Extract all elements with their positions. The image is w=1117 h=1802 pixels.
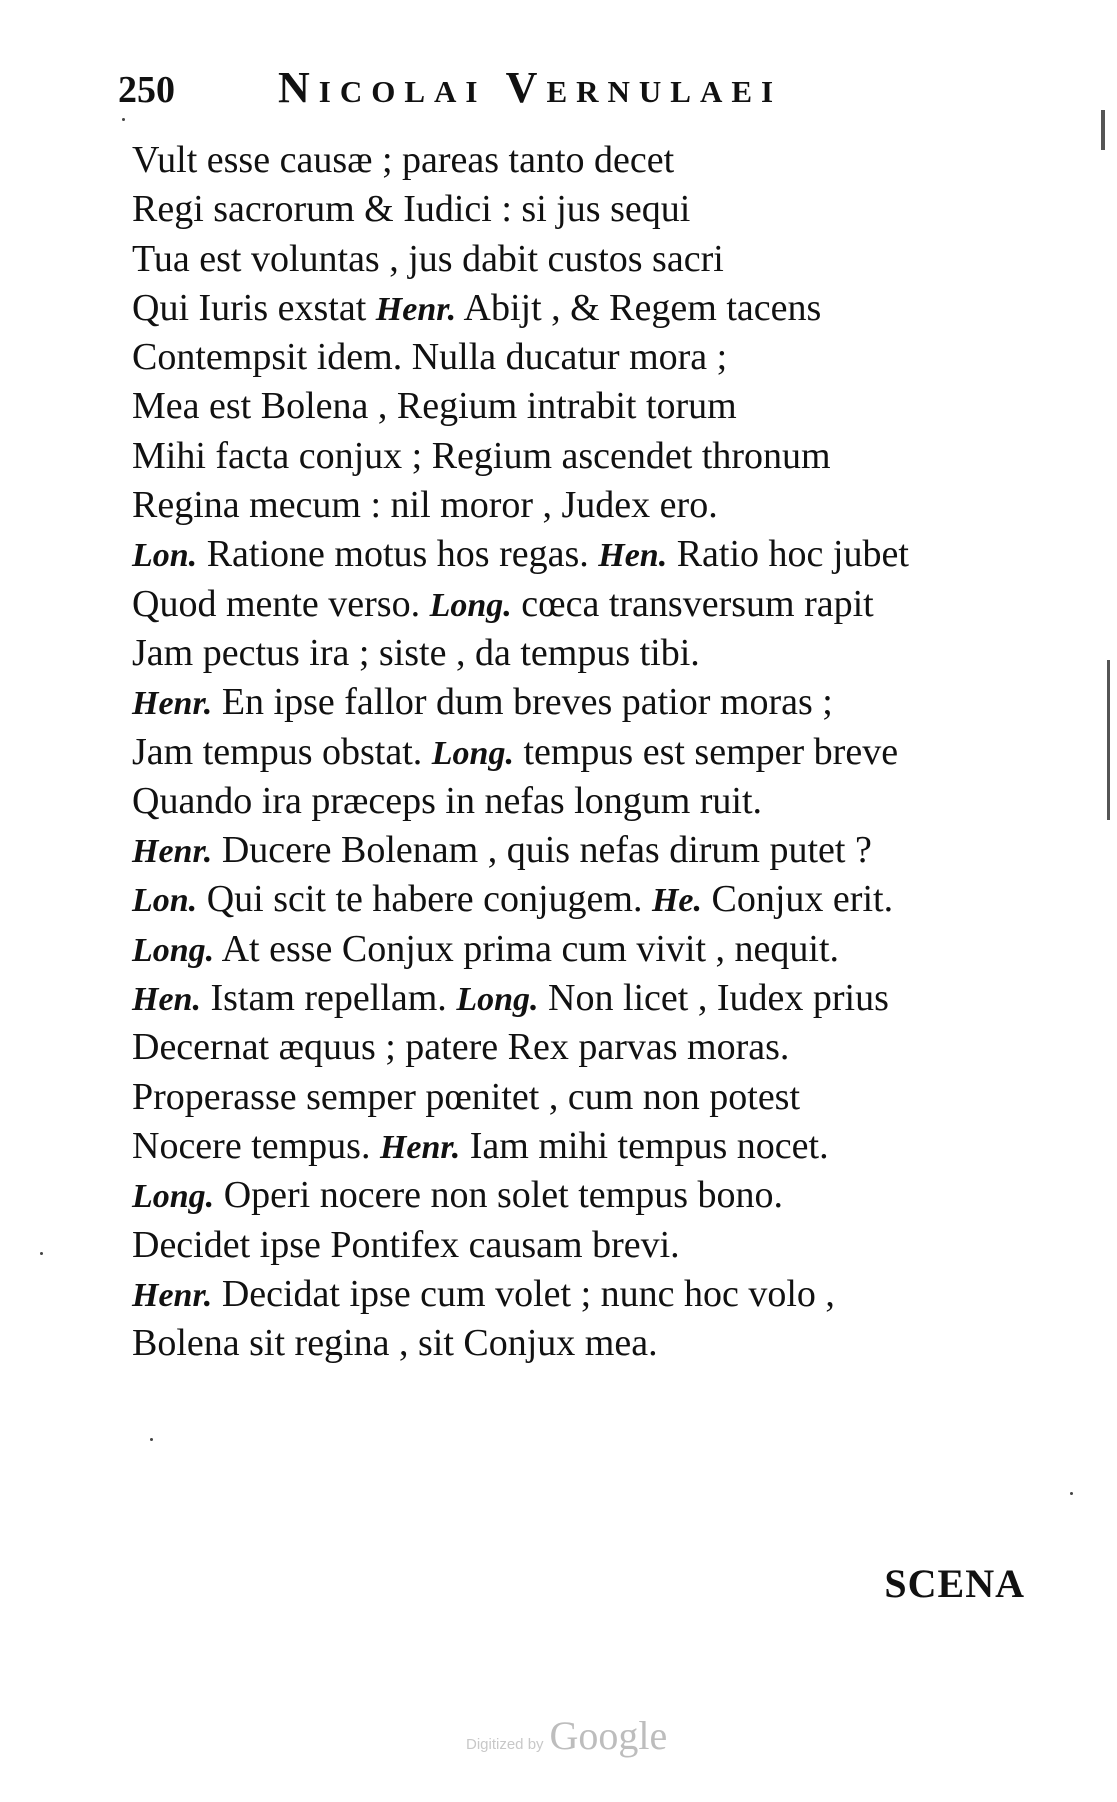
speaker-label: Lon. bbox=[132, 537, 198, 575]
line-text: Ratio hoc jubet bbox=[667, 533, 909, 576]
verse-line bbox=[132, 580, 1062, 629]
line-text: Decidat ipse cum volet ; nunc hoc volo , bbox=[212, 1272, 835, 1315]
line-text: Operi nocere non solet tempus bono. bbox=[214, 1174, 783, 1217]
ink-speck bbox=[122, 118, 125, 121]
speaker-label: Henr. bbox=[375, 290, 457, 328]
page-edge-mark bbox=[1101, 110, 1105, 150]
verse-line bbox=[132, 136, 1062, 185]
line-text: Quod mente verso. bbox=[132, 582, 430, 625]
verse-line bbox=[132, 481, 1062, 530]
line-text: En ipse fallor dum breves patior moras ; bbox=[212, 681, 833, 724]
verse-line bbox=[132, 1270, 1062, 1319]
verse-line bbox=[132, 629, 1062, 678]
verse-line bbox=[132, 1122, 1062, 1171]
line-text: Decidet ipse Pontifex causam brevi. bbox=[132, 1223, 680, 1266]
line-text: Conjux erit. bbox=[702, 878, 894, 921]
page-edge-mark bbox=[1107, 660, 1110, 820]
digitized-watermark bbox=[466, 1712, 726, 1762]
speaker-label: Hen. bbox=[598, 537, 668, 575]
speaker-label: Long. bbox=[132, 931, 215, 969]
google-logo: Google bbox=[549, 1713, 668, 1758]
speaker-label: Henr. bbox=[132, 1276, 213, 1314]
line-text: Nocere tempus. bbox=[132, 1124, 380, 1167]
verse-line bbox=[132, 235, 1062, 284]
verse-line bbox=[132, 1073, 1062, 1122]
line-text: Abijt , & Regem tacens bbox=[456, 286, 822, 329]
line-text: Bolena sit regina , sit Conjux mea. bbox=[132, 1322, 658, 1365]
verse-line bbox=[132, 432, 1062, 481]
verse-line bbox=[132, 530, 1062, 579]
running-head: Nicolai Vernulaei bbox=[278, 63, 783, 112]
line-text: Ducere Bolenam , quis nefas dirum putet ? bbox=[212, 829, 872, 872]
speaker-label: Long. bbox=[132, 1178, 215, 1216]
speaker-label: Henr. bbox=[379, 1128, 461, 1166]
verse-line bbox=[132, 974, 1062, 1023]
verse-line bbox=[132, 1023, 1062, 1072]
line-text: At esse Conjux prima cum vivit , nequit. bbox=[214, 927, 840, 970]
line-text: Mea est Bolena , Regium intrabit torum bbox=[132, 385, 737, 428]
line-text: Quando ira præceps in nefas longum ruit. bbox=[132, 779, 763, 822]
ink-speck bbox=[150, 1438, 153, 1441]
speaker-label: Henr. bbox=[132, 685, 213, 723]
line-text: Iam mihi tempus nocet. bbox=[460, 1124, 829, 1167]
ink-speck bbox=[40, 1252, 43, 1255]
verse-line bbox=[132, 875, 1062, 924]
page-header bbox=[118, 62, 938, 122]
verse-line bbox=[132, 382, 1062, 431]
speaker-label: He. bbox=[651, 882, 703, 920]
speaker-label: Long. bbox=[431, 734, 514, 772]
verse-line bbox=[132, 1171, 1062, 1220]
speaker-label: Lon. bbox=[132, 882, 198, 920]
verse-line bbox=[132, 333, 1062, 382]
line-text: Regina mecum : nil moror , Judex ero. bbox=[132, 484, 718, 527]
line-text: Ratione motus hos regas. bbox=[197, 533, 599, 576]
line-text: Decernat æquus ; patere Rex parvas moras. bbox=[132, 1026, 790, 1069]
verse-line bbox=[132, 284, 1062, 333]
line-text: Tua est voluntas , jus dabit custos sacri bbox=[132, 237, 724, 280]
line-text: tempus est semper breve bbox=[513, 730, 899, 773]
line-text: Mihi facta conjux ; Regium ascendet thronum bbox=[132, 434, 831, 477]
line-text: Qui Iuris exstat bbox=[132, 286, 376, 329]
speaker-label: Long. bbox=[429, 586, 512, 624]
verse-text bbox=[132, 136, 1062, 1368]
line-text: cœca transversum rapit bbox=[511, 582, 874, 625]
verse-line bbox=[132, 1221, 1062, 1270]
line-text: Vult esse causæ ; pareas tanto decet bbox=[132, 139, 675, 181]
line-text: Non licet , Iudex prius bbox=[538, 977, 889, 1020]
verse-line bbox=[132, 777, 1062, 826]
catchword: SCENA bbox=[884, 1561, 1025, 1606]
verse-line bbox=[132, 185, 1062, 234]
digitized-label: Digitized by bbox=[466, 1736, 544, 1753]
line-text: Qui scit te habere conjugem. bbox=[197, 878, 652, 921]
speaker-label: Long. bbox=[456, 981, 539, 1019]
verse-line bbox=[132, 728, 1062, 777]
speaker-label: Henr. bbox=[132, 833, 213, 871]
verse-line bbox=[132, 925, 1062, 974]
verse-line bbox=[132, 1319, 1062, 1368]
page-number: 250 bbox=[118, 69, 175, 111]
line-text: Properasse semper pœnitet , cum non potest bbox=[132, 1075, 801, 1118]
verse-line bbox=[132, 826, 1062, 875]
line-text: Jam pectus ira ; siste , da tempus tibi. bbox=[132, 631, 700, 674]
line-text: Jam tempus obstat. bbox=[132, 730, 432, 773]
ink-speck bbox=[1070, 1492, 1073, 1495]
line-text: Istam repellam. bbox=[200, 977, 457, 1020]
line-text: Regi sacrorum & Iudici : si jus sequi bbox=[132, 188, 691, 231]
speaker-label: Hen. bbox=[132, 981, 201, 1019]
verse-line bbox=[132, 678, 1062, 727]
line-text: Contempsit idem. Nulla ducatur mora ; bbox=[132, 336, 728, 379]
